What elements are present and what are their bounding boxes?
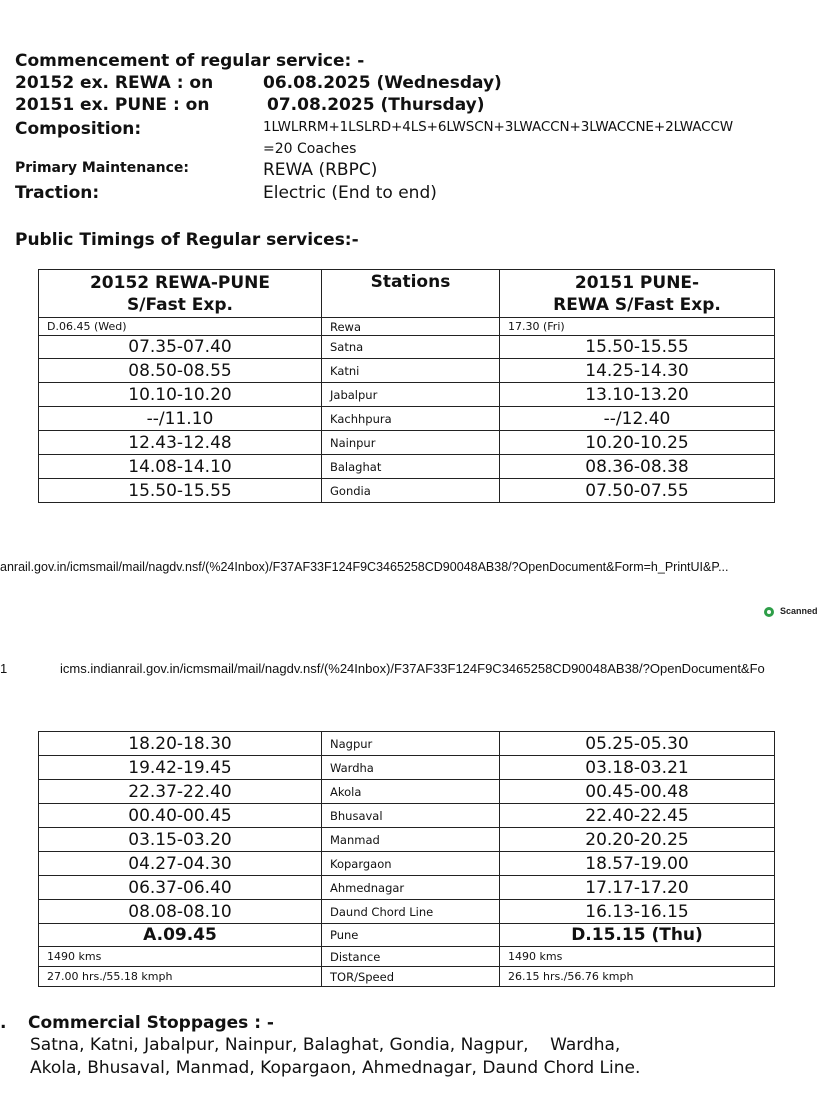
timing-left: 03.15-03.20 [39, 828, 322, 852]
terminal-arrival-left: A.09.45 [39, 924, 322, 947]
rewa-pune-header [39, 270, 322, 318]
composition-label: Composition: [15, 119, 142, 139]
stations-header: Stations [322, 270, 500, 318]
stoppages-heading: Commercial Stoppages : - [28, 1013, 274, 1033]
traction-label: Traction: [15, 183, 100, 203]
station-name: Manmad [322, 828, 500, 852]
rewa-service-date: 06.08.2025 (Wednesday) [263, 73, 502, 93]
timing-right: 08.36-08.38 [500, 455, 775, 479]
stoppages-line-2: Akola, Bhusaval, Manmad, Kopargaon, Ahmednagar, Daund Chord Line. [30, 1058, 641, 1078]
timing-left: 08.50-08.55 [39, 359, 322, 383]
station-name: Rewa [322, 318, 500, 336]
table-row [39, 924, 775, 947]
station-name: Gondia [322, 479, 500, 503]
scanned-label: Scanned [780, 606, 818, 616]
timing-left: --/11.10 [39, 407, 322, 431]
table-row [39, 852, 775, 876]
page-marker: 1 [0, 661, 8, 676]
station-name: Nainpur [322, 431, 500, 455]
tor-speed-right: 26.15 hrs./56.76 kmph [500, 967, 775, 987]
timing-left: 08.08-08.10 [39, 900, 322, 924]
timing-right: 00.45-00.48 [500, 780, 775, 804]
timing-left: 07.35-07.40 [39, 336, 322, 359]
table-row [39, 732, 775, 756]
table-row [39, 876, 775, 900]
origin-arrival-right: 17.30 (Fri) [500, 318, 775, 336]
timing-right: 13.10-13.20 [500, 383, 775, 407]
timing-right: 22.40-22.45 [500, 804, 775, 828]
maintenance-value: REWA (RBPC) [263, 160, 378, 180]
distance-right: 1490 kms [500, 947, 775, 967]
table-row [39, 780, 775, 804]
station-name: Kachhpura [322, 407, 500, 431]
timing-right: 14.25-14.30 [500, 359, 775, 383]
station-name: Jabalpur [322, 383, 500, 407]
scanned-badge [764, 606, 818, 617]
rewa-pune-subtitle: S/Fast Exp. [127, 294, 233, 315]
pune-rewa-header [500, 270, 775, 318]
timing-left: 10.10-10.20 [39, 383, 322, 407]
terminal-departure-right: D.15.15 (Thu) [500, 924, 775, 947]
timing-right: 20.20-20.25 [500, 828, 775, 852]
station-name: Pune [322, 924, 500, 947]
print-url-footer: anrail.gov.in/icmsmail/mail/nagdv.nsf/(%24Inbox)/F37AF33F124F9C3465258CD90048AB38/?OpenDocument&Form=h_PrintUI&P... [0, 560, 729, 574]
table-row [39, 756, 775, 780]
timing-left: 18.20-18.30 [39, 732, 322, 756]
table-row [39, 455, 775, 479]
timing-right: --/12.40 [500, 407, 775, 431]
pune-rewa-title: 20151 PUNE- [574, 272, 700, 293]
timing-left: 14.08-14.10 [39, 455, 322, 479]
table-row [39, 336, 775, 359]
pune-rewa-subtitle: REWA S/Fast Exp. [553, 294, 721, 315]
table-row [39, 900, 775, 924]
maintenance-label: Primary Maintenance: [15, 160, 190, 176]
table-row [39, 828, 775, 852]
rewa-pune-title: 20152 REWA-PUNE [89, 272, 271, 293]
pune-service-date: 07.08.2025 (Thursday) [267, 95, 485, 115]
timing-left: 00.40-00.45 [39, 804, 322, 828]
station-name: Daund Chord Line [322, 900, 500, 924]
station-name: Ahmednagar [322, 876, 500, 900]
scanned-logo-icon [764, 607, 774, 617]
origin-departure-left: D.06.45 (Wed) [39, 318, 322, 336]
pune-service-label: 20151 ex. PUNE : on [15, 95, 210, 115]
stoppages-line-1: Satna, Katni, Jabalpur, Nainpur, Balaghat, Gondia, Nagpur, Wardha, [30, 1035, 621, 1055]
traction-value: Electric (End to end) [263, 183, 437, 203]
tor-speed-label: TOR/Speed [322, 967, 500, 987]
table-row [39, 431, 775, 455]
timing-right: 16.13-16.15 [500, 900, 775, 924]
timing-left: 12.43-12.48 [39, 431, 322, 455]
station-name: Kopargaon [322, 852, 500, 876]
distance-left: 1490 kms [39, 947, 322, 967]
timing-left: 06.37-06.40 [39, 876, 322, 900]
commencement-heading: Commencement of regular service: - [15, 51, 365, 71]
timing-left: 04.27-04.30 [39, 852, 322, 876]
station-name: Bhusaval [322, 804, 500, 828]
station-name: Satna [322, 336, 500, 359]
rewa-service-label: 20152 ex. REWA : on [15, 73, 214, 93]
print-url-header: icms.indianrail.gov.in/icmsmail/mail/nagdv.nsf/(%24Inbox)/F37AF33F124F9C3465258CD90048AB38/?OpenDocument&Fo [60, 661, 765, 676]
timing-right: 15.50-15.55 [500, 336, 775, 359]
table-row [39, 479, 775, 503]
table-row [39, 804, 775, 828]
timing-right: 03.18-03.21 [500, 756, 775, 780]
table-row [39, 967, 775, 987]
public-timings-heading: Public Timings of Regular services:- [15, 230, 359, 250]
timing-right: 07.50-07.55 [500, 479, 775, 503]
timetable-lower [38, 731, 775, 987]
station-name: Katni [322, 359, 500, 383]
table-row [39, 359, 775, 383]
timing-right: 05.25-05.30 [500, 732, 775, 756]
table-row [39, 383, 775, 407]
station-name: Balaghat [322, 455, 500, 479]
stoppages-number: . [0, 1013, 7, 1033]
distance-label: Distance [322, 947, 500, 967]
timetable-upper [38, 269, 775, 503]
station-name: Wardha [322, 756, 500, 780]
timing-right: 17.17-17.20 [500, 876, 775, 900]
timing-left: 22.37-22.40 [39, 780, 322, 804]
table-row [39, 318, 775, 336]
timing-right: 10.20-10.25 [500, 431, 775, 455]
composition-value: 1LWLRRM+1LSLRD+4LS+6LWSCN+3LWACCN+3LWACCNE+2LWACCW [263, 119, 734, 135]
composition-total: =20 Coaches [263, 141, 357, 157]
timing-right: 18.57-19.00 [500, 852, 775, 876]
station-name: Akola [322, 780, 500, 804]
station-name: Nagpur [322, 732, 500, 756]
timing-left: 15.50-15.55 [39, 479, 322, 503]
timing-left: 19.42-19.45 [39, 756, 322, 780]
table-row [39, 947, 775, 967]
tor-speed-left: 27.00 hrs./55.18 kmph [39, 967, 322, 987]
table-row [39, 407, 775, 431]
